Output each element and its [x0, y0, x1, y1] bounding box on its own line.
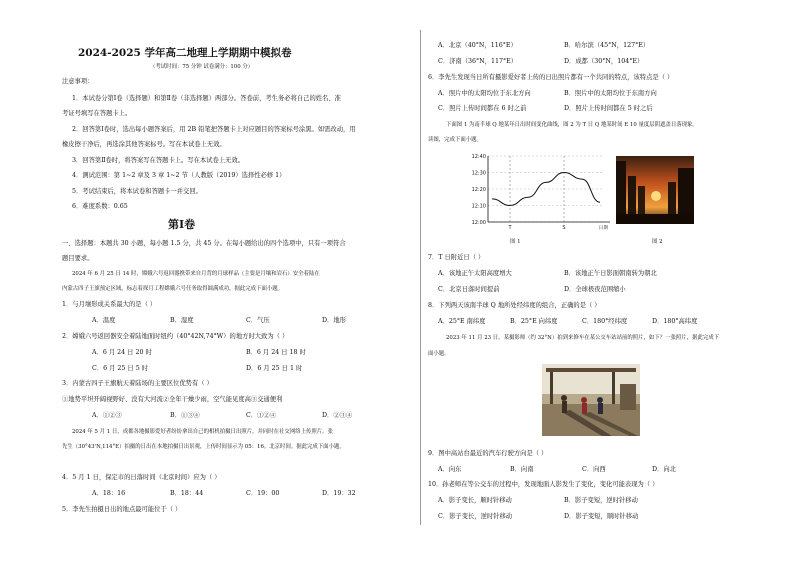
question-option[interactable]: A．18：16 — [92, 490, 126, 497]
question-stem: 4．5 月 1 日，保定市的日落时间（北京时间）应为（ ） — [62, 474, 221, 481]
question-option[interactable]: A．影子变长，顺时针移动 — [438, 497, 512, 504]
chart-y-tick-label: 12:00 — [471, 220, 486, 226]
question-option[interactable]: C．北京日落时间提前 — [438, 286, 500, 293]
question-option[interactable]: C．影子变长，逆时针移动 — [438, 513, 513, 520]
chart-x-tick-label: T — [508, 225, 512, 231]
exam-meta: （考试时间：75 分钟 试卷满分：100 分） — [150, 64, 254, 70]
question-option[interactable]: B．①③④ — [170, 412, 200, 419]
passage-text: 2024 年 5 月 1 日，成都各地摄影爱好者纷纷拿出自己的相机拍摄日出照片，并同时在社交网络上传照片。张 — [72, 429, 333, 435]
question-option[interactable]: A．向东 — [438, 466, 462, 473]
question-option[interactable]: B．影子变短，逆时针移动 — [564, 497, 638, 504]
passage-text: 面小题。 — [428, 351, 450, 357]
chart-y-tick-label: 12:10 — [471, 203, 486, 210]
section-intro: 题目要求。 — [62, 255, 94, 262]
question-option[interactable]: A．温度 — [92, 317, 116, 324]
question-stem: 6．李先生发现当日所有摄影爱好者上传的日出照片都有一个共同的特点，该特点是（ ） — [428, 74, 674, 81]
bus-stop-photo — [542, 364, 640, 436]
passage-text: 读图，完成下面小题。 — [428, 137, 482, 143]
question-option[interactable]: B．湿度 — [170, 317, 194, 324]
question-option[interactable]: D．成都（30°N，104°E） — [564, 58, 644, 65]
question-stem: 8．下列两天该南半球 Q 地所处经纬度的组合，正确的是（ ） — [428, 302, 601, 309]
question-option[interactable]: C．向西 — [582, 466, 606, 473]
question-option[interactable]: C．气压 — [246, 317, 270, 324]
question-option[interactable]: C．6 月 25 日 5 时 — [92, 365, 149, 372]
passage-text: 2023 年 11 月 23 日，某摄影师（约 32°N）拍到来修车在某公交车站站前的照片，如下？一张照片，据此完成下 — [446, 335, 720, 341]
question-option[interactable]: D．影子变短，顺时针移动 — [564, 513, 639, 520]
question-option[interactable]: D．向北 — [652, 466, 676, 473]
figure-caption: 图 2 — [652, 239, 663, 245]
question-subitems: ①地势平坦开阔视野好、没有大河流②全年干燥少雨，空气能见度高③交通便利 — [62, 396, 283, 403]
question-option[interactable]: D．全球极夜范围缩小 — [564, 286, 626, 293]
question-option[interactable]: D．6 月 25 日 1 时 — [246, 365, 303, 372]
chart-y-tick-label: 12:40 — [471, 154, 486, 160]
question-option[interactable]: C．180°经纬度 — [582, 318, 628, 325]
question-option[interactable]: C．①②④ — [246, 412, 277, 419]
passage-text: 先生（30°43'N,114°E）拍摄的日出在本地拍摄日出景观，上传时间显示为 05：16。北京时间。据此完成下面小题。 — [62, 444, 345, 450]
question-option[interactable]: D．180°高纬度 — [652, 318, 698, 325]
sunset-photo — [616, 156, 694, 224]
question-stem: 5．李先生拍摄日出的地点最可能位于（ ） — [62, 506, 182, 513]
question-option[interactable]: D．照片上传时间都在 5 时之后 — [564, 105, 653, 112]
passage-text: 内蒙古四子王旗预定区域，标志着探月工程嫦娥六号任务取得圆满成功。据此完成下面小题。 — [62, 286, 284, 292]
question-option[interactable]: D．②③④ — [322, 412, 353, 419]
question-stem: 1．与月壤形成关系最大的是（ ） — [62, 301, 157, 308]
question-option[interactable]: B．照片中的太阳均位于东南方向 — [564, 90, 657, 97]
notice-line: 考证号填写在答题卡上。 — [62, 110, 132, 117]
exam-title: 2024-2025 学年高二地理上学期期中模拟卷 — [78, 47, 292, 59]
chart-x-tick-label: S — [562, 225, 566, 231]
notice-line: 橡皮擦干净后，再选涂其他答案标号。写在本试卷上无效。 — [62, 141, 226, 148]
notice-line: 6．难度系数：0.65 — [72, 203, 128, 210]
question-option[interactable]: A．①②③ — [92, 412, 122, 419]
question-option[interactable]: C．照片上传时间都在 6 时之前 — [438, 105, 527, 112]
notice-line: 1．本试卷分第Ⅰ卷（选择题）和第Ⅱ卷（非选择题）两部分。答卷前，考生务必将自己的姓名、准 — [72, 95, 341, 102]
question-option[interactable]: B．向南 — [510, 466, 534, 473]
passage-text: 下面图 1 为南半球 Q 地某年日出时间变化曲线，图 2 为 T 日 Q 地某时间 E 10 量度层阴遮盖日落现象。 — [446, 122, 698, 128]
question-stem: 3．内蒙古四子王旗航天着陆场的主要区位优势有（ ） — [62, 380, 213, 387]
sunrise-time-chart — [466, 152, 616, 236]
question-option[interactable]: A．6 月 24 日 20 时 — [92, 349, 152, 356]
column-divider — [420, 30, 421, 525]
figure-caption: 图 1 — [510, 239, 521, 245]
question-option[interactable]: A．照片中的太阳均位于东北方向 — [438, 90, 531, 97]
question-option[interactable]: A．25°E 南纬度 — [438, 318, 486, 325]
chart-y-tick-label: 12:30 — [471, 170, 486, 177]
question-stem: 9．图中高站台最近的汽车行驶方向是（ ） — [428, 450, 548, 457]
question-option[interactable]: B．哈尔滨（45°N，127°E） — [564, 42, 650, 49]
question-stem: 10．孙老师在等公交车的过程中，发现地面人影发生了变化，变化可能表现为（ ） — [428, 481, 659, 488]
chart-y-tick-label: 12:20 — [471, 187, 486, 193]
notice-line: 4．测试范围：第 1~2 章及 3 章 1~2 节（人教版（2019）选择性必修 1） — [72, 172, 286, 179]
question-option[interactable]: B．该地正午日影面朝南转为朝北 — [564, 270, 657, 277]
notice-heading: 注意事项： — [62, 78, 94, 85]
notice-line: 5．考试结束后，将本试卷和答题卡一并交回。 — [72, 188, 202, 195]
passage-text: 2024 年 6 月 25 日 14 时，嫦娥六号返回器携带来自月背的月球样品（主要是月壤和岩石）安全着陆在 — [72, 271, 320, 277]
question-option[interactable]: D．19：32 — [322, 490, 356, 497]
question-option[interactable]: A．该地正午太阳高度增大 — [438, 270, 512, 277]
question-option[interactable]: B．6 月 24 日 18 时 — [246, 349, 306, 356]
notice-line: 3．回答第Ⅱ卷时，将答案写在答题卡上。写在本试卷上无效。 — [72, 157, 245, 164]
section-title: 第Ⅰ卷 — [168, 218, 196, 231]
question-stem: 2．嫦娥六号返回器安全着陆地面时纽约（40°42N,74°W）的地方时大致为（ ） — [62, 333, 289, 340]
notice-line: 2．回答第Ⅰ卷时，选出每小题答案后，用 2B 铅笔把答题卡上对应题目的答案标号涂黑。如需改动，用 — [72, 126, 356, 133]
question-option[interactable]: B．18：44 — [170, 490, 204, 497]
section-intro: 一、选择题：本题共 30 小题，每小题 1.5 分，共 45 分。在每小题给出的四个选项中，只有一项符合 — [62, 240, 346, 247]
question-option[interactable]: C．19：00 — [246, 490, 280, 497]
chart-x-axis-label: 日期 — [598, 226, 608, 231]
question-option[interactable]: B．25°E 向纬度 — [510, 318, 558, 325]
question-option[interactable]: A．北京（40°N，116°E） — [438, 42, 517, 49]
question-stem: 7．T 日附近日（ ） — [428, 254, 485, 261]
question-option[interactable]: C．济南（36°N，117°E） — [438, 58, 518, 65]
question-option[interactable]: D．地形 — [322, 317, 346, 324]
